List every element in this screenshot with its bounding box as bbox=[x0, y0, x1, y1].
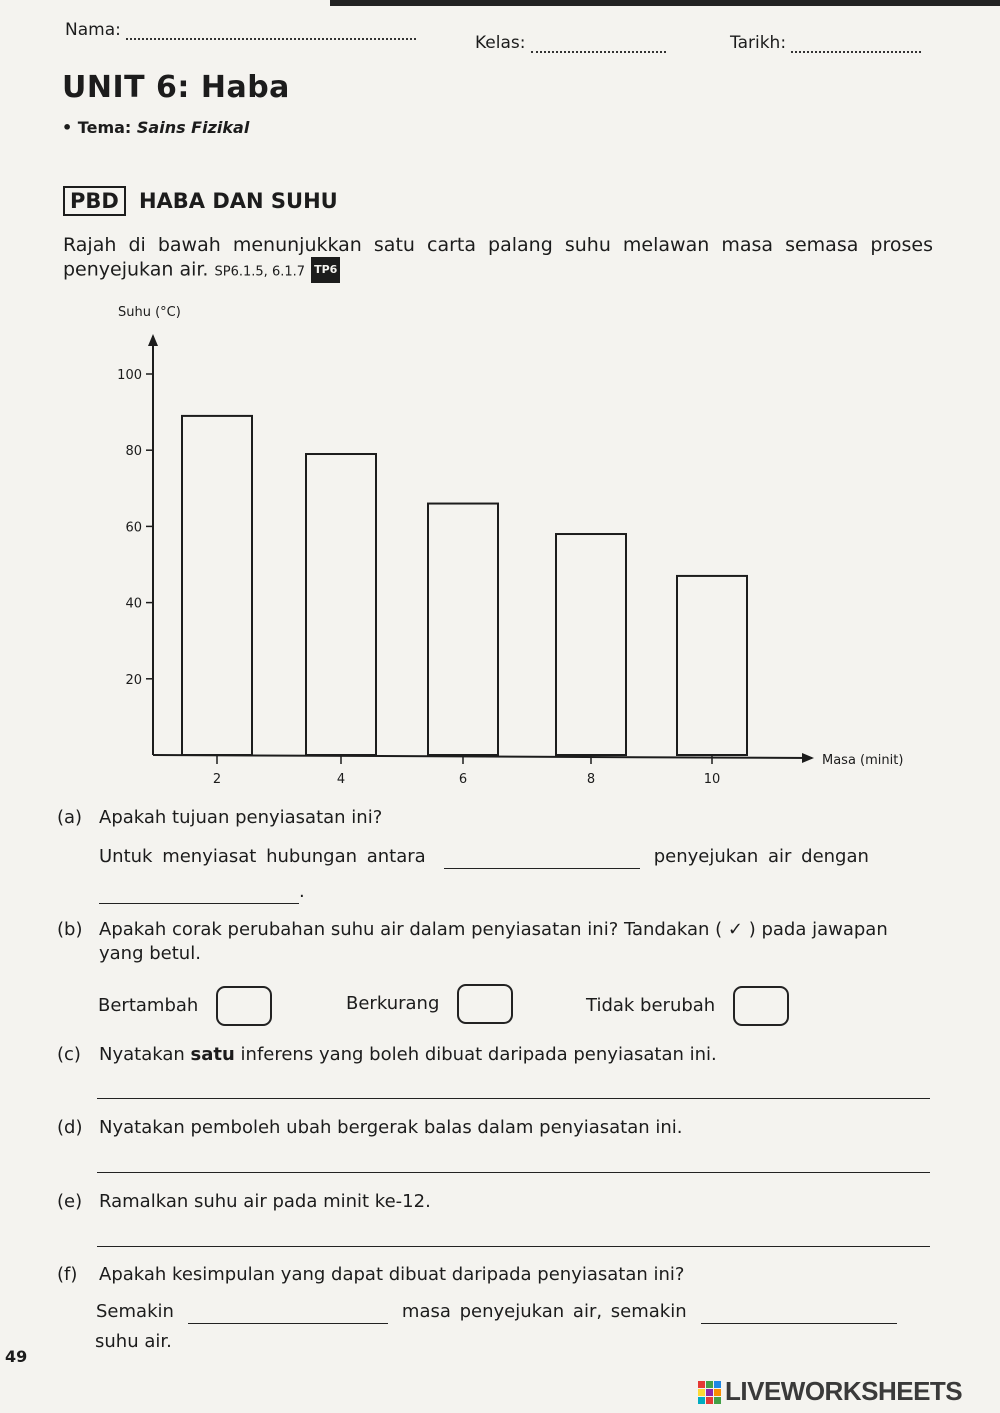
question-c-pre: Nyatakan bbox=[99, 1044, 185, 1065]
tema-label: • Tema: bbox=[62, 118, 132, 137]
option-bertambah-label: Bertambah bbox=[98, 995, 199, 1016]
section-header bbox=[63, 186, 338, 216]
question-f-p3: suhu air. bbox=[95, 1331, 172, 1352]
option-tidak-berubah-checkbox[interactable] bbox=[733, 986, 789, 1026]
question-c bbox=[57, 1043, 717, 1067]
intro-line-2-wrap bbox=[63, 257, 933, 285]
bar-4-minit bbox=[306, 454, 376, 755]
question-a-end: . bbox=[299, 881, 305, 902]
question-d bbox=[57, 1116, 683, 1140]
page-number: 49 bbox=[5, 1347, 28, 1366]
question-f bbox=[57, 1263, 684, 1287]
question-f-label: (f) bbox=[57, 1264, 78, 1285]
nama-input[interactable] bbox=[126, 24, 416, 40]
bars bbox=[182, 416, 747, 755]
answer-d-line[interactable] bbox=[97, 1172, 930, 1173]
bar-chart bbox=[0, 290, 1000, 800]
x-tick-label: 4 bbox=[336, 772, 346, 787]
option-berkurang-checkbox[interactable] bbox=[457, 984, 513, 1024]
question-f-text: Apakah kesimpulan yang dapat dibuat daripada penyiasatan ini? bbox=[99, 1264, 685, 1285]
x-ticks bbox=[213, 755, 720, 787]
option-tidak-berubah-label: Tidak berubah bbox=[586, 995, 716, 1016]
kelas-field bbox=[475, 33, 666, 53]
nama-field bbox=[65, 20, 416, 40]
bar-10-minit bbox=[677, 576, 747, 755]
question-e bbox=[57, 1190, 431, 1214]
scan-edge bbox=[330, 0, 1000, 6]
x-tick-label: 10 bbox=[703, 772, 721, 787]
x-tick-label: 8 bbox=[586, 772, 596, 787]
bar-8-minit bbox=[556, 534, 626, 755]
option-bertambah-checkbox[interactable] bbox=[216, 986, 272, 1026]
answer-f-blank-1[interactable] bbox=[188, 1323, 388, 1324]
y-tick-label: 60 bbox=[125, 520, 142, 536]
y-tick-label: 80 bbox=[125, 444, 142, 460]
y-tick-label: 100 bbox=[117, 368, 142, 383]
question-b-line1: Apakah corak perubahan suhu air dalam penyiasatan ini? Tandakan ( ✓ ) pada jawapan bbox=[99, 919, 888, 940]
question-a-middle: penyejukan air dengan bbox=[653, 846, 869, 867]
unit-title: UNIT 6: Haba bbox=[62, 70, 290, 105]
liveworksheets-logo bbox=[698, 1376, 962, 1407]
brand-text: LIVEWORKSHEETS bbox=[725, 1376, 963, 1406]
y-tick-label: 40 bbox=[125, 596, 142, 612]
intro-line-2: penyejukan air. bbox=[63, 258, 209, 281]
question-f-p2: masa penyejukan air, semakin bbox=[401, 1301, 687, 1322]
tp-badge: TP6 bbox=[311, 257, 340, 283]
answer-a-blank-1[interactable] bbox=[444, 868, 640, 869]
question-d-label: (d) bbox=[57, 1117, 83, 1138]
question-b-line2: yang betul. bbox=[99, 943, 201, 964]
x-axis-label: Masa (minit) bbox=[822, 753, 904, 768]
option-bertambah bbox=[98, 986, 272, 1026]
bar-2-minit bbox=[182, 416, 252, 755]
question-c-label: (c) bbox=[57, 1044, 81, 1065]
answer-f-blank-2[interactable] bbox=[701, 1323, 897, 1324]
question-a bbox=[57, 806, 382, 830]
option-tidak-berubah bbox=[586, 986, 789, 1026]
sp-codes: SP6.1.5, 6.1.7 bbox=[214, 264, 306, 280]
tema-line bbox=[62, 118, 249, 137]
x-tick-label: 6 bbox=[458, 772, 468, 787]
question-a-answer bbox=[99, 845, 932, 869]
tarikh-field bbox=[730, 33, 921, 53]
x-tick-label: 2 bbox=[212, 772, 222, 787]
y-ticks bbox=[117, 368, 153, 688]
answer-e-line[interactable] bbox=[97, 1246, 930, 1247]
kelas-input[interactable] bbox=[531, 37, 666, 53]
tarikh-label: Tarikh: bbox=[730, 33, 787, 53]
liveworksheets-icon bbox=[698, 1381, 722, 1405]
question-e-label: (e) bbox=[57, 1191, 83, 1212]
option-berkurang bbox=[346, 984, 513, 1024]
answer-a-blank-2[interactable] bbox=[99, 903, 299, 904]
question-b-label: (b) bbox=[57, 919, 83, 940]
answer-c-line[interactable] bbox=[97, 1098, 930, 1099]
nama-label: Nama: bbox=[65, 20, 121, 40]
option-berkurang-label: Berkurang bbox=[346, 993, 440, 1014]
question-c-bold: satu bbox=[190, 1044, 235, 1065]
question-d-text: Nyatakan pemboleh ubah bergerak balas dalam penyiasatan ini. bbox=[99, 1117, 683, 1138]
question-b bbox=[57, 918, 937, 966]
y-axis-label: Suhu (°C) bbox=[118, 305, 181, 320]
tarikh-input[interactable] bbox=[791, 37, 921, 53]
y-tick-label: 20 bbox=[125, 672, 142, 688]
question-c-post: inferens yang boleh dibuat daripada penyiasatan ini. bbox=[240, 1044, 717, 1065]
bar-6-minit bbox=[428, 504, 498, 755]
question-e-text: Ramalkan suhu air pada minit ke-12. bbox=[99, 1191, 431, 1212]
question-a-text: Apakah tujuan penyiasatan ini? bbox=[99, 807, 383, 828]
question-f-answer bbox=[96, 1300, 932, 1324]
pbd-badge: PBD bbox=[63, 186, 126, 216]
tema-value: Sains Fizikal bbox=[136, 118, 250, 137]
section-title: HABA DAN SUHU bbox=[138, 189, 338, 213]
question-f-p1: Semakin bbox=[96, 1301, 174, 1322]
intro-line-1: Rajah di bawah menunjukkan satu carta palang suhu melawan masa semasa proses bbox=[63, 234, 933, 256]
question-a-prefix: Untuk menyiasat hubungan antara bbox=[99, 846, 426, 867]
question-a-label: (a) bbox=[57, 807, 83, 828]
question-a-answer-2 bbox=[99, 880, 305, 904]
intro-paragraph bbox=[63, 233, 933, 285]
kelas-label: Kelas: bbox=[475, 33, 526, 53]
